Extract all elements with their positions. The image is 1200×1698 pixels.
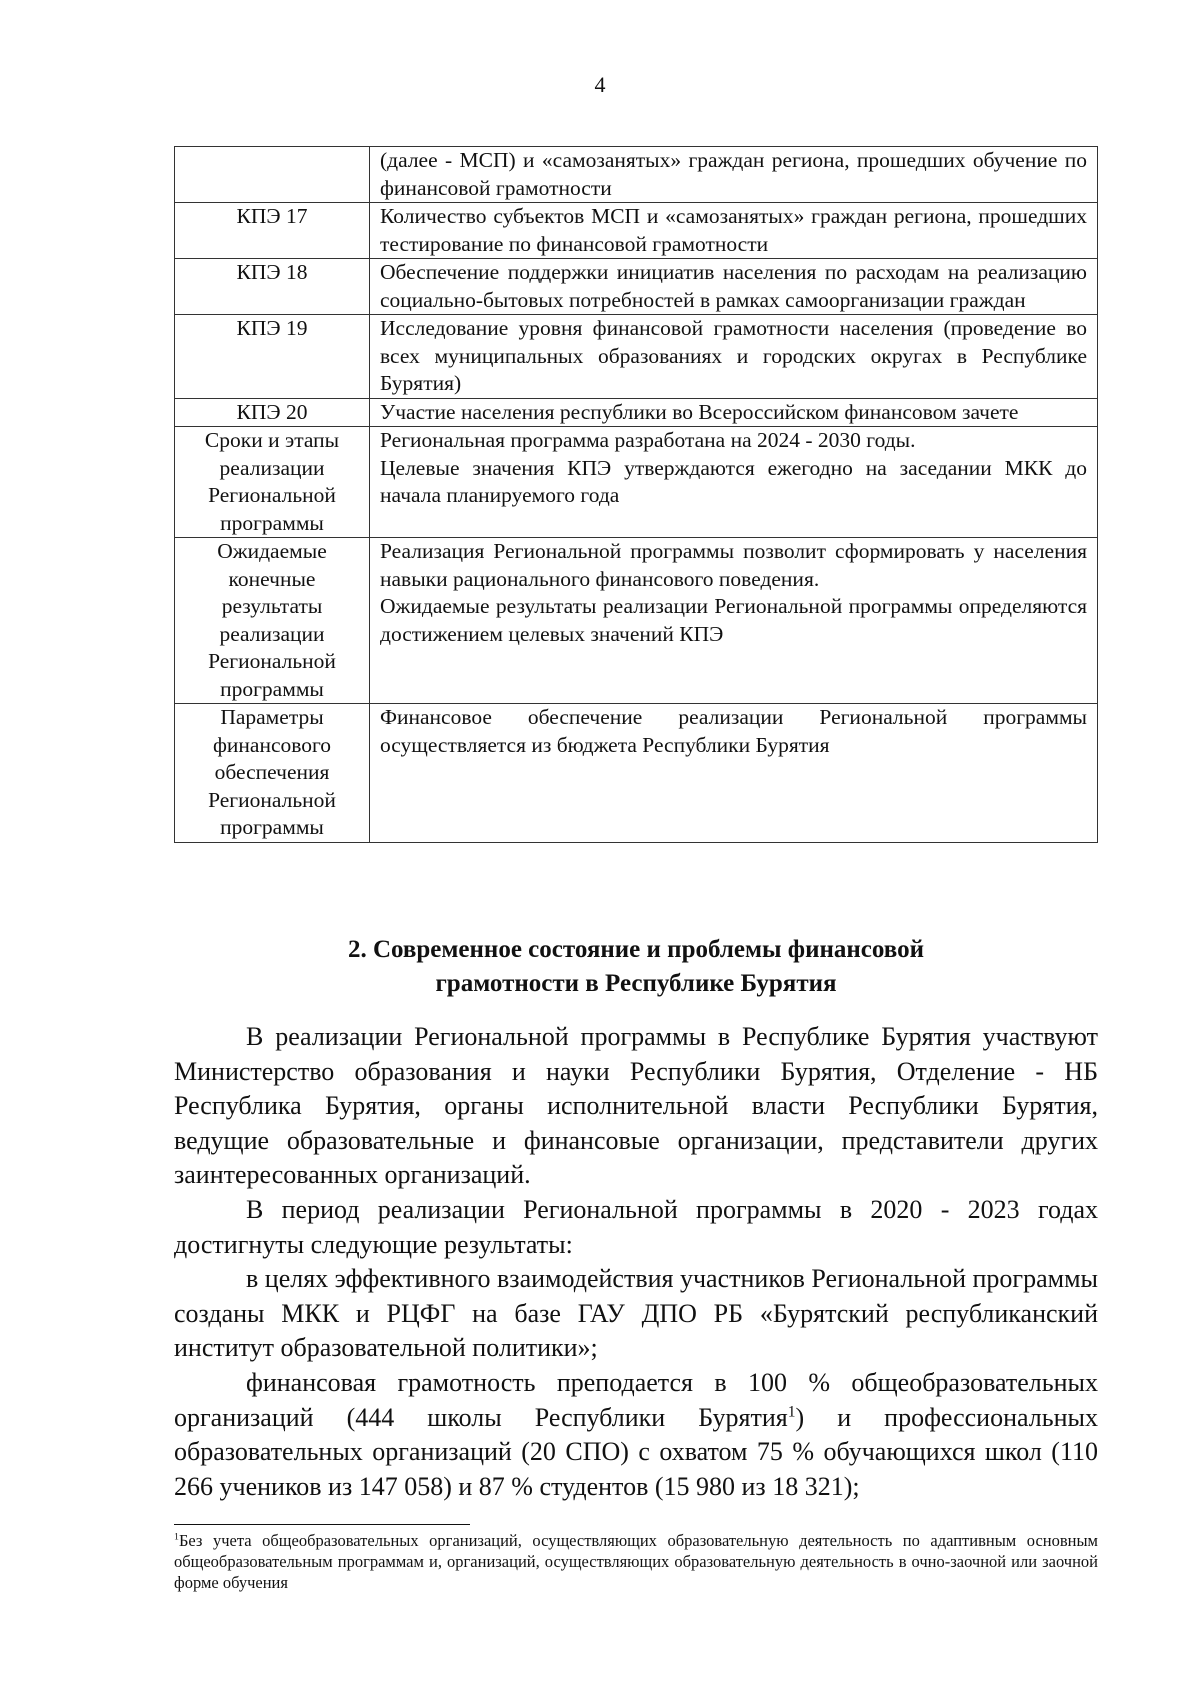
- row-label: Параметры финансового обеспечения Региональной программы: [175, 704, 370, 843]
- row-label: КПЭ 17: [175, 203, 370, 259]
- footnote-reference: 1: [787, 1402, 796, 1420]
- row-label: КПЭ 20: [175, 398, 370, 427]
- table-row: [175, 398, 1098, 427]
- table-row: [175, 203, 1098, 259]
- row-value: [370, 203, 1098, 259]
- table-row: [175, 704, 1098, 843]
- section-title: [174, 933, 1098, 1001]
- row-value: [370, 315, 1098, 399]
- paragraph-1: В реализации Региональной программы в Республике Бурятия участвуют Министерство образования и науки Республики Бурятия, Отделение - НБ Республика Бурятия, органы исполнительной власти Республики Бурятия, ведущие образовательные и финансовые организации, представители других заинтересованных организаций.: [174, 1022, 1098, 1190]
- footnote-number: 1: [174, 1531, 179, 1543]
- footnote-separator: [174, 1524, 470, 1525]
- page-number: 4: [594, 72, 606, 97]
- row-value: [370, 259, 1098, 315]
- paragraph-4-part-1: финансовая грамотность преподается в 100 % общеобразовательных организаций (444 школы Республики Бурятия: [174, 1367, 1098, 1432]
- row-value-paragraph: Ожидаемые результаты реализации Региональной программы определяются достижением целевых значений КПЭ: [380, 594, 1087, 646]
- paragraph-3: в целях эффективного взаимодействия участников Региональной программы созданы МКК и РЦФГ на базе ГАУ ДПО РБ «Бурятский республиканский институт образовательной политики»;: [174, 1264, 1098, 1363]
- row-label: КПЭ 18: [175, 259, 370, 315]
- table-row: [175, 315, 1098, 399]
- paragraph-2: В период реализации Региональной программы в 2020 - 2023 годах достигнуты следующие результаты:: [174, 1194, 1098, 1259]
- row-value: [370, 398, 1098, 427]
- row-value: [370, 427, 1098, 538]
- body-text: [174, 1020, 1098, 1504]
- row-label: Сроки и этапы реализации Региональной программы: [175, 427, 370, 538]
- section-title-line-1: 2. Современное состояние и проблемы финансовой: [347, 936, 925, 963]
- row-value-paragraph: Реализация Региональной программы позволит сформировать у населения навыки рационального финансового поведения.: [380, 539, 1087, 591]
- row-value: [370, 538, 1098, 704]
- footnote: [174, 1530, 1098, 1593]
- table-row: [175, 427, 1098, 538]
- row-label: [175, 147, 370, 203]
- row-label: КПЭ 19: [175, 315, 370, 399]
- row-value-paragraph: Исследование уровня финансовой грамотности населения (проведение во всех муниципальных образованиях и городских округах в Республике Бурятия): [380, 316, 1087, 395]
- paragraph-4-part-2: ) и профессиональных образовательных организаций (20 СПО) с охватом 75 % обучающихся школ (110 266 учеников из 147 058) и 87 % студентов (15 980 из 18 321);: [174, 1402, 1098, 1501]
- passport-table-body: [175, 147, 1098, 843]
- row-value-paragraph: (далее - МСП) и «самозанятых» граждан региона, прошедших обучение по финансовой грамотности: [380, 148, 1087, 200]
- row-value-paragraph: Финансовое обеспечение реализации Региональной программы осуществляется из бюджета Республики Бурятия: [380, 705, 1087, 757]
- table-row: [175, 147, 1098, 203]
- paragraph-4: [174, 1366, 1098, 1504]
- table-row: [175, 538, 1098, 704]
- row-value: [370, 704, 1098, 843]
- row-value-paragraph: Количество субъектов МСП и «самозанятых» граждан региона, прошедших тестирование по финансовой грамотности: [380, 204, 1087, 256]
- footnote-text: Без учета общеобразовательных организаций, осуществляющих образовательную деятельность по адаптивным основным общеобразовательным программам и, организаций, осуществляющих образовательную деятельность в очно-заочной или заочной форме обучения: [174, 1531, 1098, 1592]
- row-value-paragraph: Целевые значения КПЭ утверждаются ежегодно на заседании МКК до начала планируемого года: [380, 455, 1087, 507]
- row-label: Ожидаемые конечные результаты реализации Региональной программы: [175, 538, 370, 704]
- row-value-paragraph: Региональная программа разработана на 2024 - 2030 годы.: [380, 428, 916, 452]
- row-value-paragraph: Обеспечение поддержки инициатив населения по расходам на реализацию социально-бытовых потребностей в рамках самоорганизации граждан: [380, 260, 1087, 312]
- program-passport-table: [174, 146, 1098, 843]
- row-value: [370, 147, 1098, 203]
- row-value-paragraph: Участие населения республики во Всероссийском финансовом зачете: [380, 399, 1019, 424]
- section-title-line-2: грамотности в Республике Бурятия: [435, 970, 837, 997]
- table-row: [175, 259, 1098, 315]
